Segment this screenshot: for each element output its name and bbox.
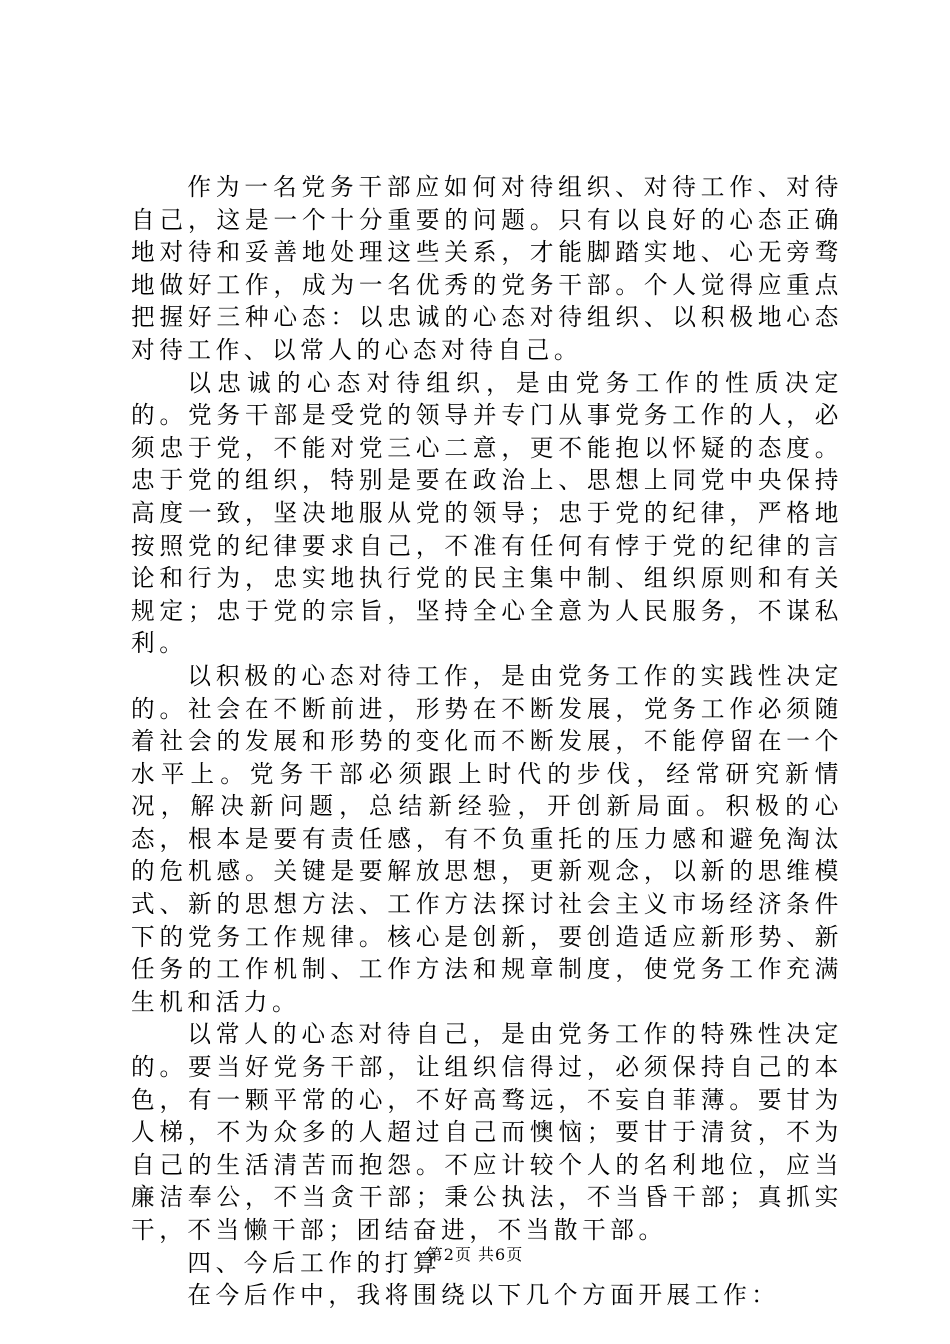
paragraph-ordinary-attitude: 以常人的心态对待自己，是由党务工作的特殊性决定的。要当好党务干部，让组织信得过，必须保持自己的本色，有一颗平常的心，不好高骛远，不妄自菲薄。要甘为人梯，不为众多的人超过自己而懊恼；要甘于清贫，不为自己的生活清苦而抱怨。不应计较个人的名利地位，应当廉洁奉公，不当贪干部；秉公执法，不当昏干部；真抓实干，不当懒干部；团结奋进，不当散干部。 bbox=[131, 1020, 843, 1244]
paragraph-loyal-attitude: 以忠诚的心态对待组织，是由党务工作的性质决定的。党务干部是受党的领导并专门从事党务工作的人，必须忠于党，不能对党三心二意，更不能抱以怀疑的态度。忠于党的组织，特别是要在政治上、思想上同党中央保持高度一致，坚决地服从党的领导；忠于党的纪律，严格地按照党的纪律要求自己，不准有任何有悖于党的纪律的言论和行为，忠实地执行党的民主集中制、组织原则和有关规定；忠于党的宗旨，坚持全心全意为人民服务，不谋私利。 bbox=[131, 368, 843, 658]
paragraph-intro: 作为一名党务干部应如何对待组织、对待工作、对待自己，这是一个十分重要的问题。只有以良好的心态正确地对待和妥善地处理这些关系，才能脚踏实地、心无旁骛地做好工作，成为一名优秀的党务干部。个人觉得应重点把握好三种心态：以忠诚的心态对待组织、以积极地心态对待工作、以常人的心态对待自己。 bbox=[131, 173, 843, 364]
page-number-footer: 第2页 共6页 bbox=[426, 1245, 524, 1264]
paragraph-active-attitude: 以积极的心态对待工作，是由党务工作的实践性决定的。社会在不断前进，形势在不断发展，党务工作必须随着社会的发展和形势的变化而不断发展，不能停留在一个水平上。党务干部必须跟上时代的步伐，经常研究新情况，解决新问题，总结新经验，开创新局面。积极的心态，根本是要有责任感，有不负重托的压力感和避免淘汰的危机感。关键是要解放思想，更新观念，以新的思维模式、新的思想方法、工作方法探讨社会主义市场经济条件下的党务工作规律。核心是创新，要创造适应新形势、新任务的工作机制、工作方法和规章制度，使党务工作充满生机和活力。 bbox=[131, 661, 843, 1016]
section-heading-future-plans: 四、今后工作的打算 bbox=[187, 1248, 442, 1277]
document-body bbox=[131, 171, 843, 1312]
paragraph-future-work: 在今后作中，我将围绕以下几个方面开展工作： bbox=[187, 1281, 780, 1310]
